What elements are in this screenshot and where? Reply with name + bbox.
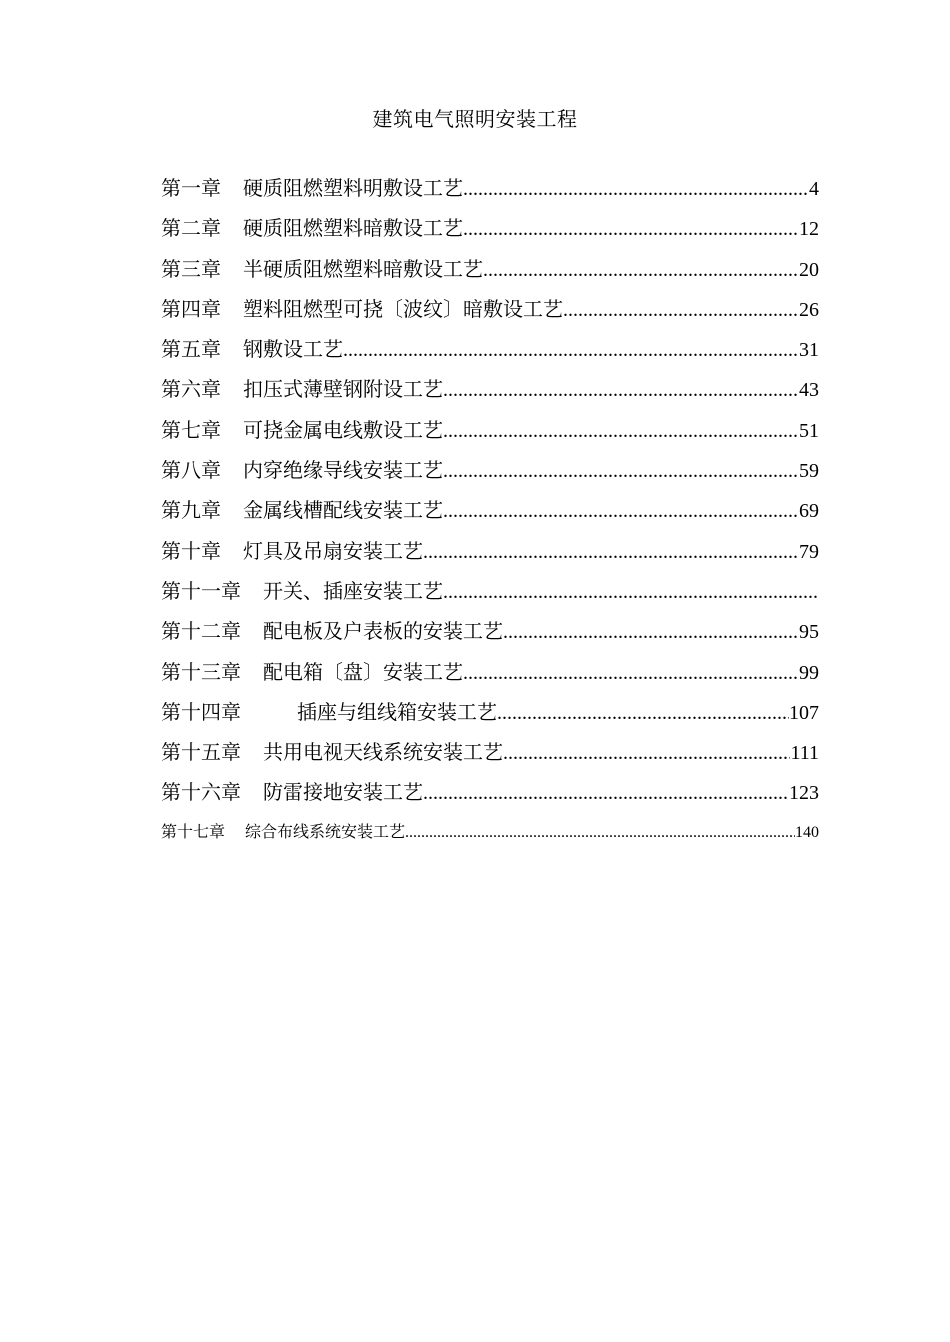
toc-dot-leader [463,653,799,693]
toc-entry-16[interactable] [161,772,819,812]
toc-dot-leader [443,572,819,612]
toc-dot-leader [343,330,799,370]
toc-chapter-number: 第十二章 [161,619,241,644]
toc-dot-leader [443,370,799,410]
toc-page-number: 111 [790,742,819,765]
toc-chapter-title: 钢敷设工艺 [243,337,343,362]
toc-entry-17[interactable] [161,813,819,851]
toc-page-number: 59 [799,460,819,483]
toc-chapter-title: 扣压式薄壁钢附设工艺 [243,377,443,402]
toc-chapter-number: 第二章 [161,216,221,241]
toc-dot-leader [497,693,789,733]
toc-chapter-title: 共用电视天线系统安装工艺 [263,740,503,765]
toc-chapter-number: 第十六章 [161,780,241,805]
toc-chapter-title: 开关、插座安装工艺 [263,578,443,603]
toc-chapter-title: 硬质阻燃塑料暗敷设工艺 [243,216,463,241]
toc-entry-5[interactable] [161,329,819,369]
toc-entry-1[interactable] [161,168,819,208]
toc-chapter-number: 第七章 [161,417,221,442]
toc-chapter-title: 内穿绝缘导线安装工艺 [243,458,443,483]
toc-chapter-title: 配电板及户表板的安装工艺 [263,619,503,644]
toc-chapter-title: 综合布线系统安装工艺 [245,821,406,841]
toc-dot-leader [423,773,789,813]
toc-entry-6[interactable] [161,369,819,409]
toc-page-number: 99 [799,661,819,684]
toc-dot-leader [443,491,799,531]
toc-page-number: 123 [789,782,819,805]
toc-chapter-number: 第四章 [161,296,221,321]
toc-chapter-title: 半硬质阻燃塑料暗敷设工艺 [243,256,483,281]
toc-entry-7[interactable] [161,410,819,450]
toc-entry-11[interactable] [161,571,819,611]
toc-page-number: 31 [799,339,819,362]
toc-entry-9[interactable] [161,490,819,530]
toc-chapter-number: 第十五章 [161,740,241,765]
toc-entry-12[interactable] [161,611,819,651]
toc-chapter-number: 第十四章 [161,699,241,724]
toc-dot-leader [503,612,799,652]
toc-entry-3[interactable] [161,249,819,289]
toc-entry-10[interactable] [161,531,819,571]
toc-chapter-number: 第十七章 [161,821,226,841]
toc-chapter-title: 配电箱〔盘〕安装工艺 [263,659,463,684]
toc-chapter-number: 第一章 [161,176,221,200]
toc-page-number: 69 [799,500,819,523]
toc-page-number: 4 [809,178,819,200]
toc-dot-leader [483,250,799,290]
toc-chapter-number: 第十一章 [161,578,241,603]
toc-chapter-title: 灯具及吊扇安装工艺 [243,538,423,563]
toc-page-number: 20 [799,258,819,281]
toc-chapter-title: 插座与组线箱安装工艺 [297,699,497,724]
toc-entry-15[interactable] [161,732,819,772]
toc-chapter-number: 第六章 [161,377,221,402]
toc-dot-leader [563,290,799,330]
toc-page-number: 51 [799,419,819,442]
toc-chapter-title: 塑料阻燃型可挠〔波纹〕暗敷设工艺 [243,296,563,321]
toc-dot-leader [443,451,799,491]
toc-chapter-number: 第十三章 [161,659,241,684]
document-title: 建筑电气照明安装工程 [372,107,578,131]
toc-page-number: 43 [799,379,819,402]
toc-chapter-number: 第八章 [161,458,221,483]
toc-chapter-number: 第三章 [161,256,221,281]
toc-chapter-title: 硬质阻燃塑料明敷设工艺 [243,176,463,200]
toc-entry-13[interactable] [161,652,819,692]
toc-entry-4[interactable] [161,289,819,329]
toc-page-number: 12 [799,218,819,241]
toc-chapter-number: 第十章 [161,538,221,563]
toc-chapter-title: 可挠金属电线敷设工艺 [243,417,443,442]
toc-page-number: 95 [799,621,819,644]
toc-dot-leader [405,814,795,852]
toc-page-number: 107 [789,701,819,724]
toc-chapter-number: 第五章 [161,337,221,362]
toc-entry-14[interactable] [161,692,819,732]
toc-dot-leader [463,169,809,209]
toc-chapter-number: 第九章 [161,498,221,523]
toc-dot-leader [443,411,799,451]
toc-entry-8[interactable] [161,450,819,490]
toc-dot-leader [423,532,799,572]
toc-page-number: 140 [795,823,819,841]
table-of-contents [161,168,819,851]
toc-chapter-title: 防雷接地安装工艺 [263,780,423,805]
toc-entry-2[interactable] [161,208,819,248]
toc-page-number: 26 [799,298,819,321]
toc-dot-leader [463,209,799,249]
toc-page-number: 79 [799,540,819,563]
toc-chapter-title: 金属线槽配线安装工艺 [243,498,443,523]
toc-dot-leader [503,733,790,773]
